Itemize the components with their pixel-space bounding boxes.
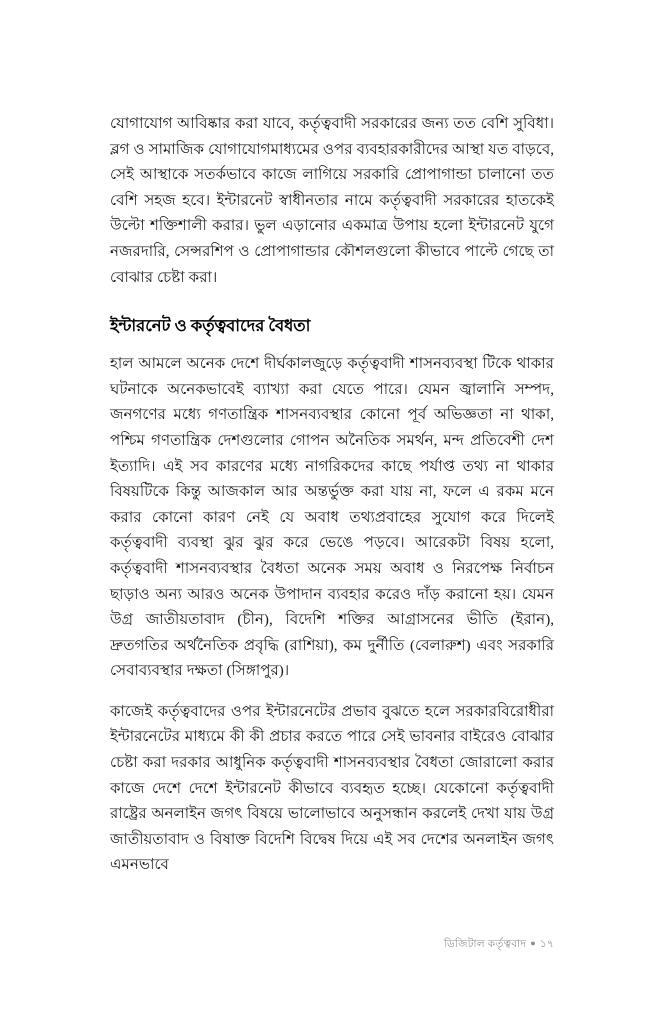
section-heading: ইন্টারনেট ও কর্তৃত্ববাদের বৈধতা [110,316,311,336]
body-paragraph-continued: যোগাযোগ আবিষ্কার করা যাবে, কর্তৃত্ববাদী সরকারের জন্য তত বেশি সুবিধা। ব্লগ ও সামাজিক যোগাযোগমাধ্যমের ওপর ব্যবহারকারীদের আস্থা যত বাড়বে, সেই আস্থাকে সতর্কভাবে কাজে লাগিয়ে সরকারি প্রোপাগান্ডা চালানো তত বেশি সহজ হবে। ইন্টারনেট স্বাধীনতার নামে কর্তৃত্ববাদী সরকারের হাতকেই উল্টো শক্তিশালী করার। ভুল এড়ানোর একমাত্র উপায় হলো ইন্টারনেট যুগে নজরদারি, সেন্সরশিপ ও প্রোপাগান্ডার কৌশলগুলো কীভাবে পাল্টে গেছে তা বোঝার চেষ্টা করা। [110,116,554,286]
section-paragraph-1: হাল আমলে অনেক দেশে দীর্ঘকালজুড়ে কর্তৃত্ববাদী শাসনব্যবস্থা টিকে থাকার ঘটনাকে অনেকভাবেই ব্যাখ্যা করা যেতে পারে। যেমন জ্বালানি সম্পদ, জনগণের মধ্যে গণতান্ত্রিক শাসনব্যবস্থার কোনো পূর্ব অভিজ্ঞতা না থাকা, পশ্চিম গণতান্ত্রিক দেশগুলোর গোপন অনৈতিক সমর্থন, মন্দ প্রতিবেশী দেশ ইত্যাদি। এই সব কারণের মধ্যে নাগরিকদের কাছে পর্যাপ্ত তথ্য না থাকার বিষয়টিকে কিন্তু আজকাল আর অন্তর্ভুক্ত করা যায় না, ফলে এ রকম মনে করার কোনো কারণ নেই যে অবাধ তথ্যপ্রবাহের সুযোগ করে দিলেই কর্তৃত্ববাদী ব্যবস্থা ঝুর ঝুর করে ভেঙে পড়বে। আরেকটা বিষয় হলো, কর্তৃত্ববাদী শাসনব্যবস্থার বৈধতা অনেক সময় অবাধ ও নিরপেক্ষ নির্বাচন ছাড়াও অন্য আরও অনেক উপাদান ব্যবহার করেও দাঁড় করানো হয়। যেমন উগ্র জাতীয়তাবাদ (চীন), বিদেশি শক্তির আগ্রাসনের ভীতি (ইরান), দ্রুতগতির অর্থনৈতিক প্রবৃদ্ধি (রাশিয়া), কম দুর্নীতি (বেলারুশ) এবং সরকারি সেবাব্যবস্থার দক্ষতা (সিঙ্গাপুর)। [110,356,554,680]
footer-page-number: ১৭ [539,939,554,950]
footer-book-title: ডিজিটাল কর্তৃত্ববাদ [444,939,527,950]
page-footer [110,936,554,952]
footer-separator-dot: ● [530,938,536,948]
section-paragraph-2: কাজেই কর্তৃত্ববাদের ওপর ইন্টারনেটের প্রভাব বুঝতে হলে সরকারবিরোধীরা ইন্টারনেটের মাধ্যমে কী কী প্রচার করতে পারে সেই ভাবনার বাইরেও বোঝার চেষ্টা করা দরকার আধুনিক কর্তৃত্ববাদী শাসনব্যবস্থার বৈধতা জোরালো করার কাজে দেশে দেশে ইন্টারনেট কীভাবে ব্যবহৃত হচ্ছে। যেকোনো কর্তৃত্ববাদী রাষ্ট্রের অনলাইন জগৎ বিষয়ে ভালোভাবে অনুসন্ধান করলেই দেখা যায় উগ্র জাতীয়তাবাদ ও বিষাক্ত বিদেশি বিদ্বেষ দিয়ে এই সব দেশের অনলাইন জগৎ এমনভাবে [110,703,554,874]
page-text-column [110,112,554,879]
